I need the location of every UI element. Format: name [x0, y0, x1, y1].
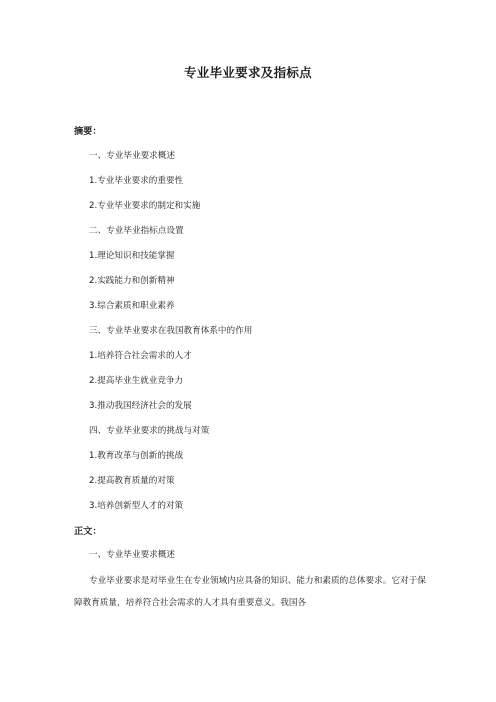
outline-item: 3.综合素质和职业素养	[89, 301, 175, 311]
outline-item: 3.培养创新型人才的对策	[89, 501, 184, 511]
outline-item: 四、专业毕业要求的挑战与对策	[89, 426, 210, 436]
document-title: 专业毕业要求及指标点	[183, 65, 312, 80]
outline-item: 2.专业毕业要求的制定和实施	[89, 201, 201, 211]
body-paragraph: 专业毕业要求是对毕业生在专业领域内应具备的知识、能力和素质的总体要求。它对于保障教育质量，培养符合社会需求的人才具有重要意义。我国各	[74, 576, 426, 608]
outline-item: 2.提高毕业生就业竞争力	[89, 376, 184, 386]
outline-item: 二、专业毕业指标点设置	[89, 226, 184, 236]
outline-item: 2.实践能力和创新精神	[89, 276, 175, 286]
body-section-heading: 一、专业毕业要求概述	[89, 550, 175, 560]
outline-item: 1.教育改革与创新的挑战	[89, 451, 184, 461]
outline-item: 1.理论知识和技能掌握	[89, 251, 175, 261]
body-label: 正文：	[74, 526, 102, 537]
outline-item: 2.提高教育质量的对策	[89, 476, 175, 486]
outline-item: 三、专业毕业要求在我国教育体系中的作用	[89, 326, 253, 336]
outline-item: 3.推动我国经济社会的发展	[89, 401, 192, 411]
abstract-label: 摘要：	[74, 126, 102, 137]
outline-item: 1.专业毕业要求的重要性	[89, 176, 184, 186]
outline-item: 1.培养符合社会需求的人才	[89, 351, 192, 361]
outline-item: 一、专业毕业要求概述	[89, 151, 175, 161]
